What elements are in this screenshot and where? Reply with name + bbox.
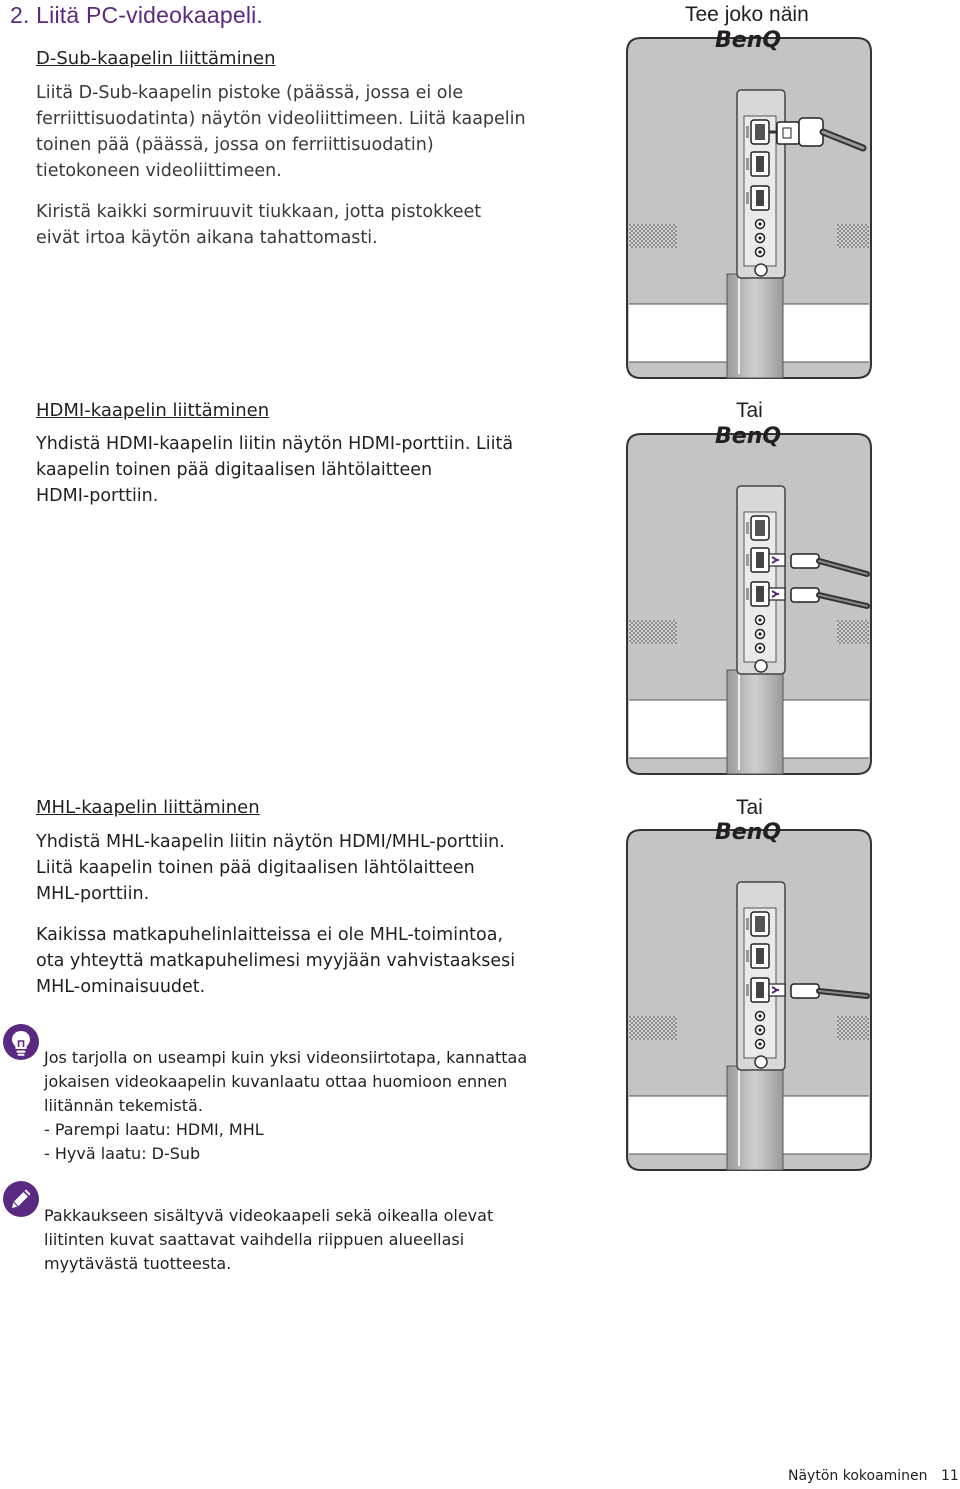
- text-line: MHL-ominaisuudet.: [36, 977, 206, 997]
- text-line: HDMI-porttiin.: [36, 486, 159, 506]
- footer-section-label: Näytön kokoaminen: [788, 1468, 928, 1484]
- text-line: Liitä D-Sub-kaapelin pistoke (päässä, jossa ei ole: [36, 83, 464, 103]
- text-line: Kaikissa matkapuhelinlaitteissa ei ole MHL-toimintoa,: [36, 925, 504, 945]
- text-line: Liitä kaapelin toinen pää digitaalisen lähtölaitteen: [36, 858, 475, 878]
- text-line: ota yhteyttä matkapuhelimesi myyjään vahvistaaksesi: [36, 951, 516, 971]
- mhl-heading: MHL-kaapelin liittäminen: [36, 797, 260, 818]
- text-line: Yhdistä HDMI-kaapelin liitin näytön HDMI-porttiin. Liitä: [36, 434, 514, 454]
- monitor-hdmi-illustration: [627, 434, 871, 774]
- text-line: eivät irtoa käytön aikana tahattomasti.: [36, 228, 378, 248]
- text-line: Pakkaukseen sisältyvä videokaapeli sekä oikealla olevat: [44, 1206, 494, 1225]
- hdmi-caption: Tai: [736, 399, 763, 422]
- text-line: Kiristä kaikki sormiruuvit tiukkaan, jotta pistokkeet: [36, 202, 482, 222]
- text-line: ferriittisuodatinta) näytön videoliittimeen. Liitä kaapelin: [36, 109, 526, 129]
- text-line: kaapelin toinen pää digitaalisen lähtölaitteen: [36, 460, 433, 480]
- text-line: liitinten kuvat saattavat vaihdella riippuen alueellasi: [44, 1230, 465, 1249]
- svg-text:BenQ: BenQ: [715, 820, 782, 843]
- text-line: MHL-porttiin.: [36, 884, 150, 904]
- svg-text:BenQ: BenQ: [715, 28, 782, 51]
- text-line: myytävästä tuotteesta.: [44, 1254, 232, 1273]
- dsub-heading: D-Sub-kaapelin liittäminen: [36, 48, 276, 69]
- benq-logo: [715, 423, 805, 451]
- text-line: liitännän tekemistä.: [44, 1096, 203, 1115]
- text-line: tietokoneen videoliittimeen.: [36, 161, 282, 181]
- text-line: toinen pää (päässä, jossa on ferriittisuodatin): [36, 135, 434, 155]
- page-number: 11: [941, 1468, 959, 1484]
- mhl-caption: Tai: [736, 796, 763, 819]
- text-line: jokaisen videokaapelin kuvanlaatu ottaa huomioon ennen: [44, 1072, 508, 1091]
- text-line: Jos tarjolla on useampi kuin yksi videonsiirtotapa, kannattaa: [44, 1048, 528, 1067]
- step-title: 2. Liitä PC-videokaapeli.: [10, 2, 264, 28]
- text-line: - Parempi laatu: HDMI, MHL: [44, 1120, 264, 1139]
- svg-text:BenQ: BenQ: [715, 424, 782, 447]
- monitor-mhl-illustration: [627, 830, 871, 1170]
- text-line: Yhdistä MHL-kaapelin liitin näytön HDMI/MHL-porttiin.: [36, 832, 505, 852]
- dsub-caption: Tee joko näin: [685, 3, 809, 26]
- monitor-dsub-illustration: [627, 38, 871, 378]
- text-line: - Hyvä laatu: D-Sub: [44, 1144, 201, 1163]
- hdmi-heading: HDMI-kaapelin liittäminen: [36, 400, 270, 421]
- benq-logo: [715, 819, 805, 847]
- benq-logo: [715, 27, 805, 55]
